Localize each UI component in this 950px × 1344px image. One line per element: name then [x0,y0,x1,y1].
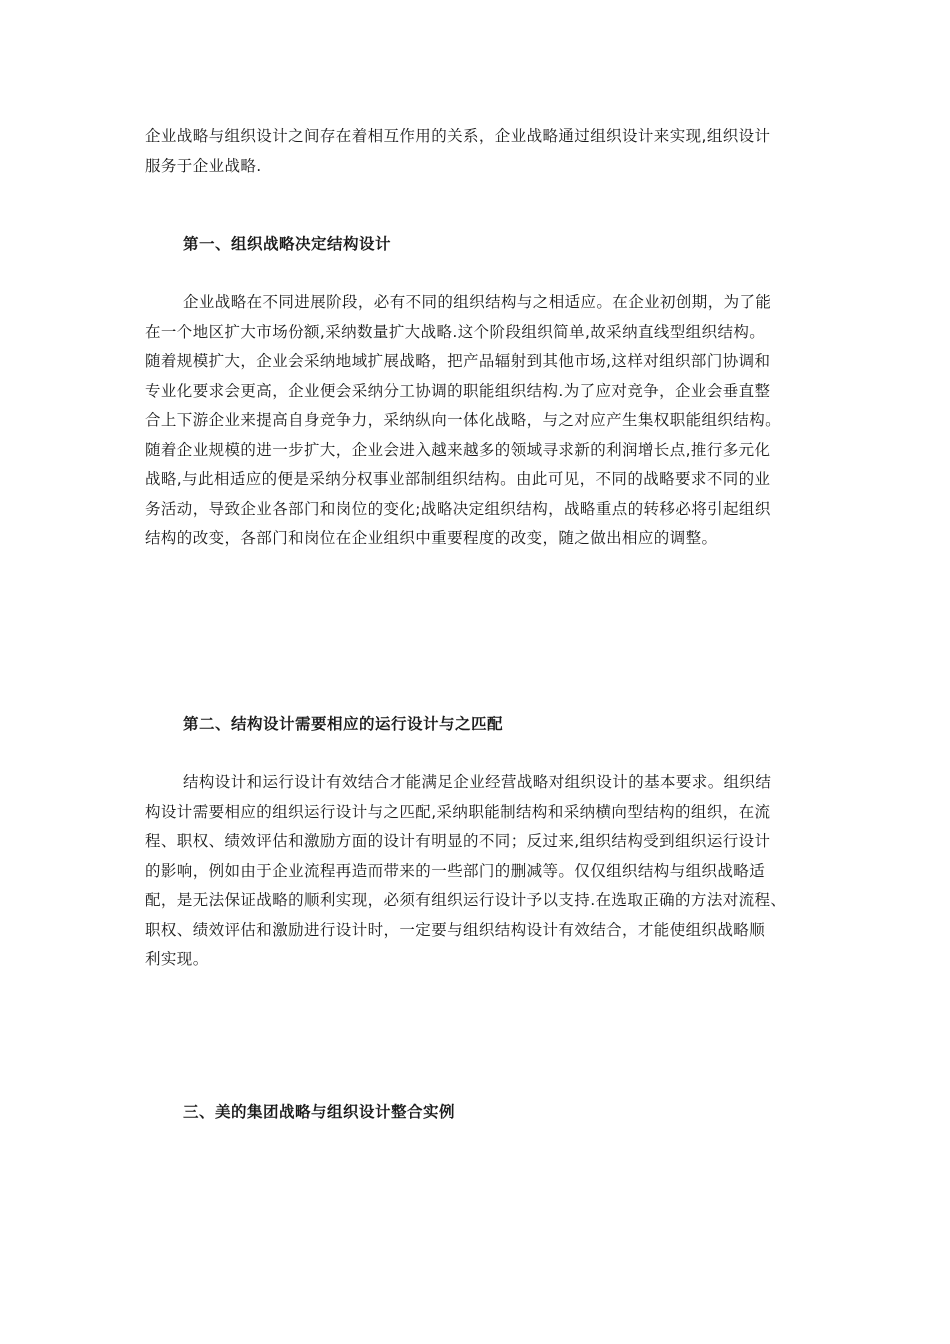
paragraph-line: 程、职权、绩效评估和激励方面的设计有明显的不同；反过来,组织结构受到组织运行设计 [145,832,771,850]
section-heading-1: 第一、组织战略决定结构设计 [183,235,392,253]
intro-paragraph [145,122,805,181]
paragraph-line: 职权、绩效评估和激励进行设计时，一定要与组织结构设计有效结合，才能使组织战略顺 [145,920,766,939]
paragraph-line: 配，是无法保证战略的顺利实现，必须有组织运行设计予以支持.在选取正确的方法对流程、 [145,891,787,909]
section-heading-2: 第二、结构设计需要相应的运行设计与之匹配 [183,715,504,733]
paragraph-line: 随着企业规模的进一步扩大，企业会进入越来越多的领域寻求新的利润增长点,推行多元化 [145,440,771,459]
section-heading-3: 三、美的集团战略与组织设计整合实例 [183,1103,456,1121]
paragraph-line: 服务于企业战略. [145,156,262,175]
paragraph-line: 结构设计和运行设计有效结合才能满足企业经营战略对组织设计的基本要求。组织结 [183,773,772,791]
paragraph-line: 利实现。 [145,950,209,968]
paragraph-line: 的影响，例如由于企业流程再造而带来的一些部门的删减等。仅仅组织结构与组织战略适 [145,861,766,880]
paragraph-line: 专业化要求会更高，企业便会采纳分工协调的职能组织结构.为了应对竞争，企业会垂直整 [145,381,771,400]
paragraph-line: 在一个地区扩大市场份额,采纳数量扩大战略.这个阶段组织简单,故采纳直线型组织结构。 [145,322,766,341]
paragraph-line: 企业战略在不同进展阶段，必有不同的组织结构与之相适应。在企业初创期，为了能 [183,293,772,311]
section1-paragraph [145,288,805,554]
section2-paragraph [145,768,805,975]
paragraph-line: 结构的改变，各部门和岗位在企业组织中重要程度的改变，随之做出相应的调整。 [145,529,718,547]
paragraph-line: 企业战略与组织设计之间存在着相互作用的关系，企业战略通过组织设计来实现,组织设计 [145,127,771,145]
paragraph-line: 随着规模扩大，企业会采纳地域扩展战略，把产品辐射到其他市场,这样对组织部门协调和 [145,352,771,370]
paragraph-line: 战略,与此相适应的便是采纳分权事业部制组织结构。由此可见，不同的战略要求不同的业 [145,470,771,488]
paragraph-line: 合上下游企业来提高自身竞争力，采纳纵向一体化战略，与之对应产生集权职能组织结构。 [145,411,782,429]
paragraph-line: 务活动，导致企业各部门和岗位的变化;战略决定组织结构，战略重点的转移必将引起组织 [145,499,771,518]
paragraph-line: 构设计需要相应的组织运行设计与之匹配,采纳职能制结构和采纳横向型结构的组织，在流 [145,802,771,821]
